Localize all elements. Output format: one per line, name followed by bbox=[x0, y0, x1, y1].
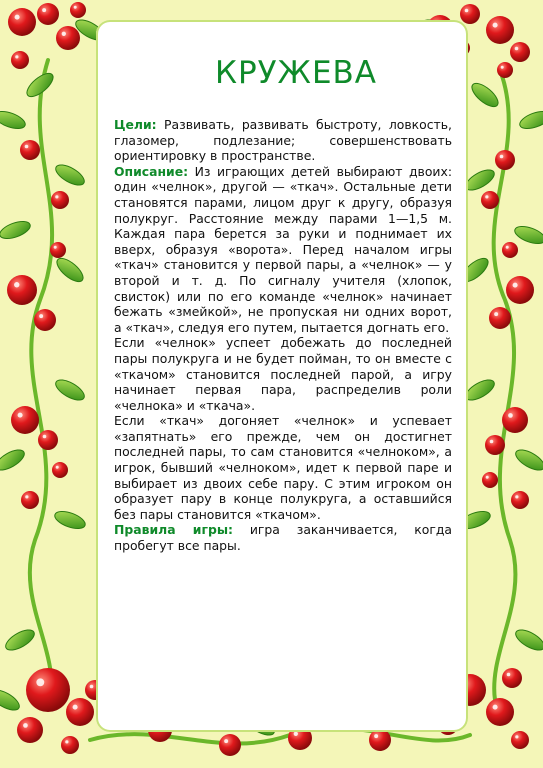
berry-19 bbox=[489, 307, 511, 329]
berry-8 bbox=[510, 42, 530, 62]
berry-23 bbox=[21, 491, 39, 509]
berry-6 bbox=[460, 4, 480, 24]
leaf-14 bbox=[53, 508, 88, 532]
leaf-18 bbox=[3, 626, 38, 654]
berry-11 bbox=[20, 140, 40, 160]
berry-25 bbox=[502, 407, 528, 433]
berry-17 bbox=[481, 191, 499, 209]
berry-highlight-30 bbox=[73, 705, 78, 710]
goals-paragraph bbox=[114, 117, 452, 164]
berry-highlight-40 bbox=[224, 739, 228, 743]
description-text: Из играющих детей выбирают двоих: один «челнок», другой — «ткач». Остальные дети становятся парами, лицом друг к другу, образуя полукруг. Расстояние между парами 1—1,5 м. Каждая пара берется за руки и поднимает их вверх, образуя «ворота». Перед началом игры «ткач» становится у первой пары, а «челнок» — у второй и т. д. По сигналу учителя (хлопок, свисток) или по его команде «челнок» начинает бежать «змейкой», не пропуская ни одних ворот, а «ткач», следуя его путем, пытается догнать его. bbox=[114, 163, 452, 335]
berry-9 bbox=[497, 62, 513, 78]
berry-highlight-42 bbox=[374, 734, 378, 738]
berry-highlight-6 bbox=[465, 9, 469, 13]
berry-highlight-20 bbox=[506, 246, 509, 249]
berry-3 bbox=[11, 51, 29, 69]
berry-highlight-24 bbox=[56, 466, 59, 469]
berry-highlight-7 bbox=[493, 23, 498, 28]
leaf-12 bbox=[53, 376, 88, 404]
berry-highlight-21 bbox=[18, 413, 23, 418]
berry-4 bbox=[70, 2, 86, 18]
berry-highlight-31 bbox=[23, 723, 28, 728]
berry-highlight-11 bbox=[25, 145, 29, 149]
berry-highlight-33 bbox=[65, 740, 68, 743]
berry-highlight-32 bbox=[90, 685, 94, 689]
leaf-27 bbox=[0, 686, 22, 714]
berry-highlight-0 bbox=[15, 15, 20, 20]
berry-highlight-15 bbox=[54, 246, 57, 249]
berry-27 bbox=[511, 491, 529, 509]
berry-highlight-13 bbox=[14, 282, 19, 287]
leaf-2 bbox=[0, 108, 27, 132]
berry-40 bbox=[219, 734, 241, 756]
berry-highlight-2 bbox=[62, 32, 66, 36]
berry-14 bbox=[34, 309, 56, 331]
berry-28 bbox=[482, 472, 498, 488]
berry-highlight-3 bbox=[15, 55, 18, 58]
berry-42 bbox=[369, 729, 391, 751]
berry-highlight-19 bbox=[494, 312, 498, 316]
rules-paragraph bbox=[114, 522, 452, 553]
berry-38 bbox=[511, 731, 529, 749]
berry-31 bbox=[17, 717, 43, 743]
berry-highlight-26 bbox=[490, 440, 494, 444]
berry-highlight-41 bbox=[294, 732, 298, 736]
berry-36 bbox=[502, 668, 522, 688]
berry-highlight-17 bbox=[485, 195, 488, 198]
description-label: Описание: bbox=[114, 163, 189, 179]
berry-highlight-8 bbox=[515, 47, 519, 51]
berry-highlight-9 bbox=[501, 66, 504, 69]
berry-highlight-22 bbox=[43, 435, 47, 439]
berry-15 bbox=[50, 242, 66, 258]
berry-highlight-14 bbox=[39, 314, 43, 318]
leaf-10 bbox=[513, 223, 543, 247]
leaf-16 bbox=[513, 446, 543, 474]
berry-26 bbox=[485, 435, 505, 455]
leaf-6 bbox=[53, 161, 88, 189]
berry-18 bbox=[506, 276, 534, 304]
berry-highlight-28 bbox=[486, 476, 489, 479]
berry-20 bbox=[502, 242, 518, 258]
berry-highlight-16 bbox=[500, 155, 504, 159]
berry-33 bbox=[61, 736, 79, 754]
goals-text: Развивать, развивать быстроту, ловкость, глазомер, подлезание; совершенствовать ориентировку в пространстве. bbox=[114, 117, 452, 164]
berry-7 bbox=[486, 16, 514, 44]
leaf-8 bbox=[53, 254, 87, 285]
berry-highlight-27 bbox=[515, 495, 518, 498]
rules-text: игра заканчивается, когда пробегут все пары. bbox=[114, 522, 452, 554]
berry-22 bbox=[38, 430, 58, 450]
game-description-text bbox=[114, 117, 452, 554]
berry-highlight-1 bbox=[42, 8, 46, 12]
berry-0 bbox=[8, 8, 36, 36]
berry-highlight-25 bbox=[508, 413, 513, 418]
berry-highlight-23 bbox=[25, 495, 28, 498]
goals-label: Цели: bbox=[114, 117, 157, 132]
berry-highlight-12 bbox=[55, 195, 58, 198]
berry-30 bbox=[66, 698, 94, 726]
berry-highlight-18 bbox=[513, 283, 518, 288]
berry-1 bbox=[37, 3, 59, 25]
description-paragraph-2: Если «челнок» успеет добежать до последней пары полукруга и не будет пойман, то он вместе с «ткачом» становится последней парой, а игру начинает первая пара, распределив роли «челнока» и «ткача». bbox=[114, 335, 452, 413]
berry-21 bbox=[11, 406, 39, 434]
berry-13 bbox=[7, 275, 37, 305]
leaf-7 bbox=[0, 218, 32, 242]
description-paragraph-3: Если «ткач» догоняет «челнок» и успевает «запятнать» его прежде, чем он достигнет последней пары, то сам становится «челноком», а игрок, бывший «челноком», идет к первой паре и выбирает из двоих себе пару. С этим игроком он образует пару в конце полукруга, а оставшийся без пары становится «ткачом». bbox=[114, 413, 452, 522]
berry-highlight-38 bbox=[515, 735, 518, 738]
berry-12 bbox=[51, 191, 69, 209]
rules-label: Правила игры: bbox=[114, 522, 233, 538]
berry-35 bbox=[486, 698, 514, 726]
leaf-26 bbox=[513, 626, 543, 654]
berry-highlight-35 bbox=[493, 705, 498, 710]
berry-highlight-4 bbox=[74, 6, 77, 9]
berry-2 bbox=[56, 26, 80, 50]
berry-29 bbox=[26, 668, 70, 712]
berry-highlight-29 bbox=[36, 678, 44, 686]
leaf-5 bbox=[518, 108, 543, 132]
berry-highlight-36 bbox=[507, 673, 511, 677]
description-paragraph bbox=[114, 164, 452, 336]
leaf-13 bbox=[0, 446, 27, 474]
berry-24 bbox=[52, 462, 68, 478]
berry-16 bbox=[495, 150, 515, 170]
page-title: КРУЖЕВА bbox=[214, 54, 378, 91]
